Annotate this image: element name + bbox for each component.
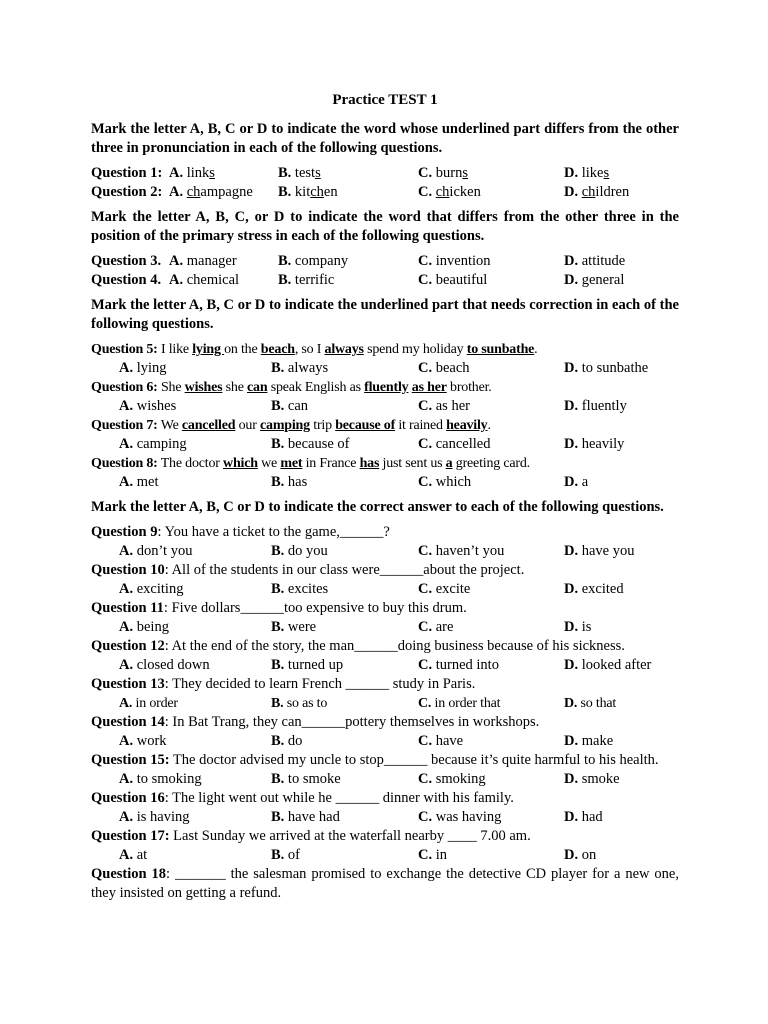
section4-questions [91, 523, 679, 903]
option-c: C. which [418, 474, 472, 490]
question-stem: Question 7: We cancelled our camping trip because of it rained heavily. [91, 418, 491, 433]
option-d: D. so that [564, 696, 617, 711]
option-c: C. in order that [418, 696, 501, 711]
option-c: C. in [418, 847, 448, 863]
option-d: D. heavily [564, 436, 625, 452]
option-b: B. kitchen [278, 184, 338, 200]
question-2 [91, 183, 679, 202]
options-row [91, 732, 679, 751]
question-stem: Question 15: The doctor advised my uncle to stop______ because it’s quite harmful to his health. [91, 752, 659, 768]
question-stem: Question 17: Last Sunday we arrived at the waterfall nearby ____ 7.00 am. [91, 828, 531, 844]
question-14 [91, 713, 679, 751]
option-a: A. in order [119, 696, 178, 711]
question-label: Question 4. [91, 272, 162, 288]
option-c: C. haven’t you [418, 543, 505, 559]
question-1 [91, 164, 679, 183]
option-c: C. chicken [418, 184, 481, 200]
option-d: D. excited [564, 581, 624, 597]
options-row [91, 846, 679, 865]
option-b: B. turned up [271, 657, 344, 673]
option-c: C. burns [418, 165, 468, 181]
question-6 [91, 378, 679, 416]
option-c: C. beautiful [418, 272, 488, 288]
question-15 [91, 751, 679, 789]
option-d: D. have you [564, 543, 635, 559]
option-a: A. to smoking [119, 771, 202, 787]
option-a: A. at [119, 847, 148, 863]
question-stem: Question 16: The light went out while he ______ dinner with his family. [91, 790, 514, 806]
option-a: A. chemical [169, 272, 240, 288]
option-c: C. are [418, 619, 454, 635]
question-stem: Question 13: They decided to learn French ______ study in Paris. [91, 676, 476, 692]
option-d: D. likes [564, 165, 610, 181]
options-row [91, 656, 679, 675]
options-row [91, 435, 679, 454]
option-d: D. general [564, 272, 625, 288]
option-d: D. on [564, 847, 597, 863]
option-b: B. do you [271, 543, 328, 559]
option-b: B. have had [271, 809, 340, 825]
question-9 [91, 523, 679, 561]
question-label: Question 3. [91, 253, 162, 269]
option-b: B. so as to [271, 696, 328, 711]
question-11 [91, 599, 679, 637]
options-row [91, 397, 679, 416]
option-a: A. wishes [119, 398, 177, 414]
option-a: A. closed down [119, 657, 210, 673]
question-stem: Question 5: I like lying on the beach, so I always spend my holiday to sunbathe. [91, 342, 538, 357]
option-d: D. is [564, 619, 592, 635]
options-row [91, 770, 679, 789]
question-stem: Question 8: The doctor which we met in France has just sent us a greeting card. [91, 456, 530, 471]
question-label: Question 2: [91, 184, 163, 200]
option-c: C. was having [418, 809, 502, 825]
option-a: A. is having [119, 809, 190, 825]
question-13 [91, 675, 679, 713]
options-row [91, 473, 679, 492]
option-b: B. tests [278, 165, 321, 181]
option-b: B. to smoke [271, 771, 341, 787]
question-stem: Question 10: All of the students in our class were______about the project. [91, 562, 525, 578]
option-b: B. has [271, 474, 308, 490]
options-row [91, 542, 679, 561]
section1-instruction: Mark the letter A, B, C or D to indicate the word whose underlined part differs from the other three in pronunciation in each of the following questions. [91, 121, 679, 156]
option-c: C. as her [418, 398, 470, 414]
option-a: A. manager [169, 253, 237, 269]
option-a: A. camping [119, 436, 187, 452]
option-c: C. turned into [418, 657, 499, 673]
question-4 [91, 271, 679, 290]
option-c: C. excite [418, 581, 471, 597]
option-c: C. invention [418, 253, 491, 269]
question-7 [91, 416, 679, 454]
option-d: D. fluently [564, 398, 627, 414]
option-d: D. a [564, 474, 589, 490]
option-b: B. because of [271, 436, 350, 452]
options-row [91, 359, 679, 378]
option-b: B. company [278, 253, 349, 269]
question-label: Question 1: [91, 165, 163, 181]
question-stem: Question 9: You have a ticket to the game,______? [91, 524, 390, 540]
page-title: Practice TEST 1 [332, 92, 438, 108]
option-c: C. smoking [418, 771, 486, 787]
options-row [91, 580, 679, 599]
option-d: D. looked after [564, 657, 652, 673]
options-row [91, 694, 679, 713]
question-5 [91, 340, 679, 378]
section4-instruction: Mark the letter A, B, C or D to indicate the correct answer to each of the following questions. [91, 499, 664, 515]
option-b: B. do [271, 733, 303, 749]
section2-instruction: Mark the letter A, B, C, or D to indicate the word that differs from the other three in the position of the primary stress in each of the following questions. [91, 209, 679, 244]
question-16 [91, 789, 679, 827]
question-stem: Question 11: Five dollars______too expensive to buy this drum. [91, 600, 467, 616]
option-a: A. lying [119, 360, 167, 376]
option-d: D. make [564, 733, 614, 749]
option-a: A. don’t you [119, 543, 193, 559]
option-b: B. can [271, 398, 309, 414]
options-row [91, 618, 679, 637]
option-a: A. links [169, 165, 215, 181]
option-d: D. to sunbathe [564, 360, 649, 376]
question-18 [91, 865, 679, 903]
option-b: B. excites [271, 581, 329, 597]
question-17 [91, 827, 679, 865]
question-12 [91, 637, 679, 675]
question-stem: Question 14: In Bat Trang, they can______pottery themselves in workshops. [91, 714, 540, 730]
option-c: C. cancelled [418, 436, 491, 452]
option-a: A. being [119, 619, 169, 635]
option-b: B. always [271, 360, 329, 376]
option-b: B. were [271, 619, 317, 635]
option-b: B. terrific [278, 272, 335, 288]
option-b: B. of [271, 847, 301, 863]
option-a: A. work [119, 733, 167, 749]
option-d: D. attitude [564, 253, 626, 269]
option-d: D. children [564, 184, 630, 200]
option-a: A. champagne [169, 184, 253, 200]
option-d: D. smoke [564, 771, 620, 787]
option-c: C. beach [418, 360, 470, 376]
option-a: A. met [119, 474, 159, 490]
options-row [91, 808, 679, 827]
option-d: D. had [564, 809, 603, 825]
question-3 [91, 252, 679, 271]
question-stem: Question 6: She wishes she can speak English as fluently as her brother. [91, 380, 492, 395]
question-10 [91, 561, 679, 599]
option-a: A. exciting [119, 581, 184, 597]
question-stem: Question 12: At the end of the story, the man______doing business because of his sickness. [91, 638, 625, 654]
worksheet-page [91, 92, 679, 903]
option-c: C. have [418, 733, 464, 749]
section3-instruction: Mark the letter A, B, C or D to indicate the underlined part that needs correction in each of the following questions. [91, 297, 679, 332]
question-stem: Question 18: _______ the salesman promised to exchange the detective CD player for a new one, they insisted on getting a refund. [91, 866, 679, 901]
question-8 [91, 454, 679, 492]
